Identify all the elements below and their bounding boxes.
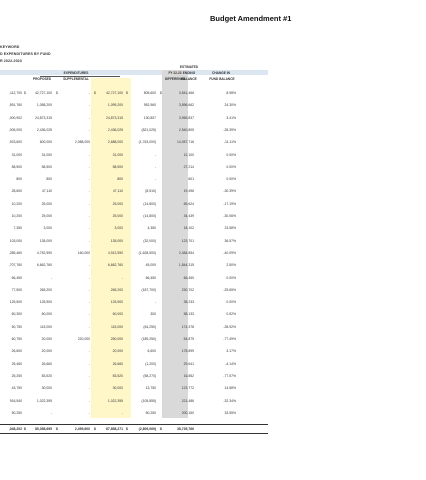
table-row — [0, 274, 268, 282]
table-cell-a: 25,460 — [11, 361, 22, 366]
table-cell-i: -28.39% — [223, 127, 236, 132]
table-cell-f: 6,600 — [147, 349, 156, 354]
table-cell-f: (58,270) — [143, 373, 156, 378]
table-cell-f: 300 — [150, 312, 156, 317]
table-cell-d: 31,000 — [112, 152, 123, 157]
table-cell-i: 36.57% — [224, 238, 236, 243]
table-row — [0, 175, 268, 183]
table-total-row — [0, 425, 268, 433]
table-cell-a: 77,500 — [11, 287, 22, 292]
table-cell-c: - — [88, 361, 90, 366]
table-cell-b: 24,873,315 — [35, 115, 52, 120]
table-cell-h: 123,772 — [181, 386, 194, 391]
table-row — [0, 384, 268, 392]
table-row — [0, 114, 268, 122]
table-cell-a: 125,500 — [9, 300, 22, 305]
table-cell-i: 0.00% — [226, 177, 236, 182]
table-cell-i: -4.14% — [225, 361, 236, 366]
table-cell-f: (187,700) — [141, 287, 156, 292]
table-cell-f: 45,000 — [145, 263, 156, 268]
table-cell-c: - — [88, 152, 90, 157]
table-cell-c: - — [88, 214, 90, 218]
table-row — [0, 310, 268, 318]
table-row — [0, 200, 268, 208]
table-row — [0, 89, 268, 97]
table-cell-c: - — [88, 115, 90, 120]
currency-symbol: $ — [56, 91, 58, 95]
table-cell-d: 58,500 — [112, 164, 123, 169]
table-row — [0, 126, 268, 134]
table-cell-h: 58,133 — [183, 312, 194, 317]
table-cell-a: ,591,760 — [8, 103, 22, 108]
table-row — [0, 286, 268, 294]
table-cell-b: 1,022,395 — [36, 398, 52, 403]
table-cell-f: - — [154, 164, 156, 169]
table-cell-d: 26,660 — [112, 361, 123, 366]
currency-symbol: $ — [56, 427, 58, 432]
table-cell-d: 250,000 — [110, 337, 123, 341]
table-cell-f: (189,250) — [141, 337, 156, 341]
table-cell-c: - — [88, 263, 90, 268]
table-cell-a: ,923,600 — [8, 140, 22, 145]
header-ending: ENDING — [182, 71, 196, 75]
table-cell-f: 952,960 — [143, 103, 156, 108]
table-cell-d: 2,688,000 — [107, 140, 123, 145]
table-cell-b: 60,000 — [41, 312, 52, 317]
table-cell-d: 25,000 — [112, 214, 123, 218]
table-cell-f: 130,807 — [143, 115, 156, 120]
table-cell-d: 60,000 — [112, 312, 123, 317]
document-title: Budget Amendment #1 — [210, 14, 292, 23]
table-cell-c: - — [88, 127, 90, 132]
table-cell-b: 3,000 — [43, 226, 52, 231]
table-cell-c: - — [88, 201, 90, 206]
table-cell-d: 800 — [117, 177, 123, 182]
table-cell-c: - — [88, 91, 90, 95]
table-cell-d: 47,110 — [112, 189, 123, 194]
table-cell-h: 35,233 — [183, 300, 194, 305]
table-cell-h: 18,102 — [183, 226, 194, 231]
table-cell-d: 4,912,590 — [107, 250, 123, 255]
table-cell-h: 178,899 — [181, 349, 194, 354]
table-cell-i: 2.50% — [226, 263, 236, 268]
table-row — [0, 347, 268, 355]
header-expenditures: EXPENDITURES — [63, 71, 89, 75]
table-row — [0, 163, 268, 171]
table-cell-b: 20,000 — [41, 337, 52, 341]
header-proposed: PROPOSED — [32, 77, 52, 81]
table-cell-h: 601 — [188, 177, 194, 182]
table-row — [0, 212, 268, 220]
table-cell-f: 66,450 — [145, 275, 156, 280]
table-cell-d: 115,000 — [110, 324, 123, 329]
header-line-2: D EXPENDITURES BY FUND — [0, 52, 51, 56]
table-cell-a: 28,600 — [11, 189, 22, 194]
currency-symbol: $ — [94, 427, 96, 432]
table-cell-i: 14.58% — [224, 386, 236, 391]
table-cell-f: (1,200) — [145, 361, 156, 366]
table-row — [0, 101, 268, 109]
table-cell-a: 103,000 — [9, 238, 22, 243]
table-row — [0, 151, 268, 159]
table-cell-b: 115,000 — [39, 324, 52, 329]
table-cell-c: - — [88, 226, 90, 231]
table-cell-f: (1,628,500) — [138, 250, 156, 255]
table-cell-f: 4,350 — [147, 226, 156, 231]
table-cell-i: 24.30% — [224, 103, 236, 108]
table-cell-i: 0.00% — [226, 164, 236, 169]
table-cell-d: - — [121, 410, 123, 415]
header-difference: DIFFERENCE — [164, 77, 186, 81]
table-cell-b: 6,662,760 — [36, 263, 52, 268]
table-cell-d: - — [121, 275, 123, 280]
table-cell-a: 26,600 — [11, 349, 22, 354]
table-cell-h: 27,214 — [183, 164, 194, 169]
table-cell-i: 3.17% — [226, 349, 236, 354]
table-cell-f: 50,250 — [145, 410, 156, 415]
table-cell-h: 230,702 — [181, 287, 194, 292]
table-cell-c: - — [88, 103, 90, 108]
table-cell-f: - — [154, 300, 156, 305]
currency-symbol: $ — [24, 427, 26, 432]
table-cell-a: 50,750 — [11, 324, 22, 329]
currency-symbol: $ — [94, 91, 96, 95]
table-cell-b: 1,058,200 — [36, 103, 52, 108]
table-row — [0, 237, 268, 245]
table-cell-h: 174,378 — [181, 324, 194, 329]
table-cell-f: (105,855) — [141, 398, 156, 403]
table-cell-h: 34,439 — [183, 214, 194, 218]
table-cell-f: (1,763,000) — [138, 140, 156, 145]
table-cell-b: 42,727,100 — [35, 91, 52, 95]
table-cell-b: - — [50, 410, 52, 415]
table-cell-d: 30,000 — [112, 386, 123, 391]
table-cell-h: 2,540,805 — [178, 127, 194, 132]
table-cell-a: 25,250 — [11, 373, 22, 378]
table-cell-b: 800 — [46, 177, 52, 182]
table-cell-i: 0.52% — [226, 312, 236, 317]
table-cell-c: - — [88, 386, 90, 391]
currency-symbol: $ — [126, 91, 128, 95]
table-row — [0, 372, 268, 380]
table-cell-a: 10,200 — [11, 214, 22, 218]
header-fy: FY 22-23 — [168, 71, 182, 75]
table-cell-c: - — [88, 410, 90, 415]
table-cell-b: 265,200 — [39, 287, 52, 292]
table-cell-h: 1,844,315 — [178, 263, 194, 268]
table-row — [0, 261, 268, 269]
table-cell-h: 3,541,466 — [178, 91, 194, 95]
table-cell-d: 24,873,315 — [106, 115, 123, 120]
table-cell-c: - — [88, 238, 90, 243]
table-cell-a: 800 — [16, 177, 22, 182]
table-cell-c: - — [88, 324, 90, 329]
table-cell-a: 10,200 — [11, 201, 22, 206]
table-row — [0, 335, 268, 343]
header-balance: BALANCE — [181, 77, 197, 81]
table-cell-a: 50,250 — [11, 410, 22, 415]
table-cell-b: 600,000 — [39, 140, 52, 145]
table-cell-i: 3.41% — [226, 115, 236, 120]
table-cell-i: -25.65% — [223, 287, 236, 292]
total-double-underline — [0, 433, 268, 434]
table-cell-f: (821,025) — [141, 127, 156, 132]
table-cell-b: 4,752,590 — [36, 250, 52, 255]
table-cell-h: 66,450 — [183, 275, 194, 280]
table-cell-c: - — [88, 398, 90, 403]
header-line-3: R 2022-2023 — [0, 59, 22, 63]
table-cell-i: -32.34% — [223, 398, 236, 403]
table-cell-h: 123,701 — [181, 238, 194, 243]
table-cell-a: 60,300 — [11, 312, 22, 317]
table-cell-d: 1,099,200 — [107, 103, 123, 108]
table-cell-f: (32,000) — [143, 238, 156, 243]
table-cell-f: (14,800) — [143, 201, 156, 206]
table-cell-h: 12,100 — [183, 152, 194, 157]
table-cell-c: 220,000 — [77, 337, 90, 341]
header-estimated: ESTIMATED — [179, 65, 199, 69]
table-cell-a: 916,540 — [9, 398, 22, 403]
table-cell-a: ,112,700 — [9, 91, 22, 95]
table-cell-a: ,005,000 — [8, 127, 22, 132]
table-cell-i: 33.55% — [224, 410, 236, 415]
table-cell-c: - — [88, 287, 90, 292]
table-cell-i: 0.00% — [226, 300, 236, 305]
table-cell-h: 29,641 — [183, 361, 194, 366]
table-cell-h: 19,496 — [183, 189, 194, 194]
table-row — [0, 249, 268, 257]
table-cell-b: 83,520 — [41, 373, 52, 378]
table-row — [0, 360, 268, 368]
table-cell-a: ,285,460 — [8, 250, 22, 255]
table-cell-i: -30.39% — [223, 189, 236, 194]
table-row — [0, 397, 268, 405]
table-cell-c: - — [88, 373, 90, 378]
table-cell-i: -30.06% — [223, 214, 236, 218]
table-cell-d: 6,662,760 — [107, 263, 123, 268]
table-cell-c: 160,000 — [77, 250, 90, 255]
table-cell-b: 30,000 — [41, 386, 52, 391]
table-cell-b: 58,500 — [41, 164, 52, 169]
table-row — [0, 298, 268, 306]
table-cell-b: 20,000 — [41, 349, 52, 354]
currency-symbol: $ — [24, 91, 26, 95]
table-cell-b: 85,358,695 — [35, 427, 52, 432]
table-row — [0, 323, 268, 331]
table-cell-f: (8,510) — [145, 189, 156, 194]
table-cell-i: 0.00% — [226, 152, 236, 157]
table-cell-i: -77.49% — [223, 337, 236, 341]
table-cell-i: 0.00% — [226, 275, 236, 280]
table-cell-h: 14,057,716 — [177, 140, 194, 145]
table-cell-c: - — [88, 349, 90, 354]
table-cell-b: 26,660 — [41, 361, 52, 366]
table-cell-d: 1,022,395 — [107, 398, 123, 403]
table-cell-a: ,000,902 — [8, 115, 22, 120]
currency-symbol: $ — [160, 427, 162, 432]
header-supplemental: SUPPLEMENTAL — [63, 77, 89, 81]
table-cell-d: 135,000 — [110, 238, 123, 243]
table-row — [0, 138, 268, 146]
table-cell-c: 2,088,000 — [74, 140, 90, 145]
table-cell-i: -77.57% — [223, 373, 236, 378]
table-cell-a: 60,750 — [11, 337, 22, 341]
table-cell-h: 16,852 — [183, 373, 194, 378]
table-cell-h: 38,735,766 — [177, 427, 194, 432]
table-row — [0, 224, 268, 232]
header-change-in: CHANGE IN — [212, 71, 230, 75]
table-cell-d: 25,000 — [112, 201, 123, 206]
table-cell-f: 13,750 — [145, 386, 156, 391]
table-cell-a: 43,750 — [11, 386, 22, 391]
table-row — [0, 187, 268, 195]
table-cell-b: 135,000 — [39, 238, 52, 243]
table-cell-h: 3,896,662 — [178, 103, 194, 108]
table-cell-i: 8.98% — [226, 91, 236, 95]
table-cell-b: 31,000 — [41, 152, 52, 157]
table-cell-h: 69,624 — [183, 201, 194, 206]
table-cell-a: 66,450 — [11, 275, 22, 280]
table-cell-d: 20,000 — [112, 349, 123, 354]
table-cell-i: -28.92% — [223, 324, 236, 329]
table-row — [0, 409, 268, 417]
table-cell-c: - — [88, 312, 90, 317]
table-cell-b: 2,436,025 — [36, 127, 52, 132]
table-cell-i: 23.58% — [224, 226, 236, 231]
table-cell-d: 125,500 — [110, 300, 123, 305]
table-cell-f: (2,809,069) — [138, 427, 156, 432]
table-cell-c: - — [88, 300, 90, 305]
table-cell-i: -17.19% — [223, 201, 236, 206]
table-cell-a: 7,350 — [13, 226, 22, 231]
table-cell-f: (14,800) — [143, 214, 156, 218]
header-fund-balance: FUND BALANCE — [209, 77, 235, 81]
table-cell-c: 2,499,600 — [74, 427, 90, 432]
table-cell-a: 58,500 — [11, 164, 22, 169]
header-line-1: KEYWORD — [0, 45, 20, 49]
table-cell-f: 805,600 — [143, 91, 156, 95]
table-cell-i: -40.09% — [223, 250, 236, 255]
table-cell-f: (64,250) — [143, 324, 156, 329]
table-cell-d: 3,000 — [114, 226, 123, 231]
table-cell-h: 54,879 — [183, 337, 194, 341]
table-cell-c: - — [88, 275, 90, 280]
table-cell-b: 125,500 — [39, 300, 52, 305]
table-cell-d: 2,436,025 — [107, 127, 123, 132]
table-cell-f: - — [154, 177, 156, 182]
table-cell-d: 265,200 — [110, 287, 123, 292]
table-cell-d: 87,858,271 — [106, 427, 123, 432]
table-cell-c: - — [88, 189, 90, 194]
currency-symbol: $ — [126, 427, 128, 432]
table-cell-h: 200,150 — [181, 410, 194, 415]
table-cell-b: 47,110 — [41, 189, 52, 194]
table-cell-f: - — [154, 152, 156, 157]
table-cell-b: - — [50, 275, 52, 280]
currency-symbol: $ — [160, 91, 162, 95]
table-cell-a: 31,000 — [11, 152, 22, 157]
table-cell-b: 25,000 — [41, 214, 52, 218]
table-cell-i: -11.11% — [223, 140, 236, 145]
table-cell-c: - — [88, 164, 90, 169]
table-cell-a: ,707,760 — [8, 263, 22, 268]
table-cell-h: 3,969,837 — [178, 115, 194, 120]
table-cell-a: ,048,202 — [8, 427, 22, 432]
table-cell-h: 2,484,854 — [178, 250, 194, 255]
table-cell-b: 25,000 — [41, 201, 52, 206]
table-cell-c: - — [88, 177, 90, 182]
table-cell-d: 42,727,100 — [106, 91, 123, 95]
table-cell-h: 221,486 — [181, 398, 194, 403]
table-cell-d: 83,520 — [112, 373, 123, 378]
